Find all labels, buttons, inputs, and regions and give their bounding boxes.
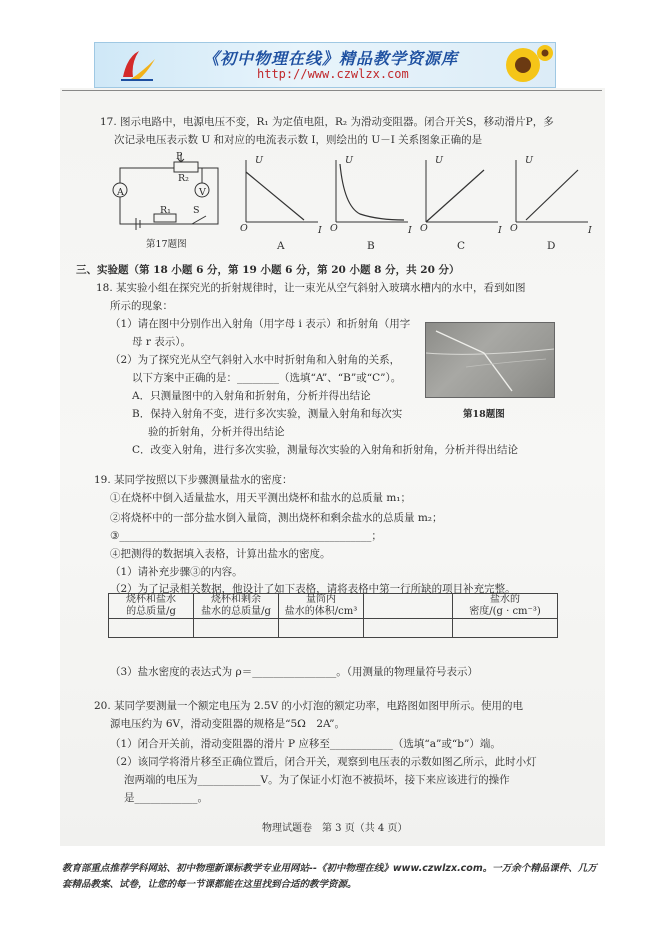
q19-part1: （1）请补充步骤③的内容。	[110, 566, 243, 578]
table-cell[interactable]	[364, 619, 453, 638]
q19-part3: （3）盐水密度的表达式为 ρ＝________________。（用测量的物理量符号表示）	[110, 666, 478, 678]
header-text: 烧杯和剩余	[211, 594, 261, 605]
table-cell[interactable]	[194, 619, 279, 638]
graph-a	[240, 156, 320, 226]
q20-part2b: 泡两端的电压为____________V。为了保证小灯泡不被损坏，接下来应该进行的操作	[124, 774, 510, 786]
footer-note: 教育部重点推荐学科网站、初中物理新课标教学专业用网站--《初中物理在线》www.czwlzx.com。一万余个精品课件、几万套精品教案、试卷，让您的每一节课都能在这里找到合适的教学资源。	[62, 863, 597, 890]
table-header-blank-cell[interactable]	[364, 594, 453, 619]
graph-c	[420, 156, 500, 226]
label-switch: S	[193, 205, 200, 216]
label-r2: R₂	[178, 173, 189, 184]
q18-part1a: （1）请在图中分别作出入射角（用字母 i 表示）和折射角（用字	[110, 318, 411, 330]
graph-d-axis-i: I	[588, 225, 592, 236]
q20-part2c: 是____________。	[124, 792, 208, 804]
q18-option-b2: 验的折射角，分析并得出结论	[148, 426, 285, 438]
graph-b-axis-i: I	[408, 225, 412, 236]
table-cell[interactable]	[453, 619, 558, 638]
label-ammeter: A	[117, 187, 124, 198]
q20-line2: 源电压约为 6V，滑动变阻器的规格是“5Ω 2A”。	[110, 718, 345, 730]
header-text: 盐水的	[490, 594, 520, 605]
graph-b	[330, 156, 410, 226]
q19-data-table	[108, 593, 558, 638]
header-text: 烧杯和盐水	[126, 594, 176, 605]
option-a-label: A	[277, 240, 285, 252]
graph-c-origin: O	[420, 223, 428, 234]
graph-b-origin: O	[330, 223, 338, 234]
q18-option-b1: B．保持入射角不变，进行多次实验，测量入射角和每次实	[132, 408, 403, 420]
q18-part1b: 母 r 表示）。	[132, 336, 191, 348]
graph-b-axis-u: U	[345, 155, 354, 166]
graph-d-axis-u: U	[525, 155, 534, 166]
header-text: 量筒内	[306, 594, 336, 605]
q19-line1: 19. 某同学按照以下步骤测量盐水的密度：	[94, 474, 293, 486]
banner-url[interactable]: http://www.czwlzx.com	[257, 67, 409, 81]
q18-fig-caption: 第18题图	[463, 409, 505, 420]
q18-part2a: （2）为了探究光从空气斜射入水中时折射角和入射角的关系，	[110, 354, 401, 366]
graph-c-axis-i: I	[498, 225, 502, 236]
table-header-cell	[194, 594, 279, 619]
label-p: P	[176, 151, 183, 162]
section-3-header: 三、实验题（第 18 小题 6 分，第 19 小题 6 分，第 20 小题 8 分，共 20 分）	[76, 264, 460, 276]
graph-c-axis-u: U	[435, 155, 444, 166]
option-c-label: C	[457, 240, 466, 252]
light-beam-icon	[426, 323, 554, 397]
header-banner	[94, 42, 556, 88]
q18-line2: 所示的现象：	[110, 300, 173, 312]
q18-option-c: C．改变入射角，进行多次实验，测量每次实验的入射角和折射角，分析并得出结论	[132, 444, 519, 456]
sunflower-icon	[483, 43, 553, 87]
q19-step1: ①在烧杯中倒入适量盐水，用天平测出烧杯和盐水的总质量 m₁；	[110, 492, 412, 504]
q19-step2: ②将烧杯中的一部分盐水倒入量筒，测出烧杯和剩余盐水的总质量 m₂；	[110, 512, 443, 524]
table-header-row	[109, 594, 558, 619]
banner-title: 《初中物理在线》精品教学资源库	[203, 49, 459, 68]
q17-circuit-diagram	[106, 150, 236, 230]
graph-a-axis-i: I	[318, 225, 322, 236]
table-cell[interactable]	[109, 619, 194, 638]
q19-step4: ④把测得的数据填入表格，计算出盐水的密度。	[110, 548, 331, 560]
q18-refraction-photo	[425, 322, 555, 398]
table-header-cell	[453, 594, 558, 619]
table-header-cell	[109, 594, 194, 619]
header-text: 盐水的体积/cm³	[284, 606, 358, 617]
header-text: 盐水的总质量/g	[201, 606, 271, 617]
q19-step3: ③________________________________________________；	[110, 530, 382, 542]
logo-icon	[117, 47, 157, 83]
table-cell[interactable]	[279, 619, 364, 638]
q20-line1: 20. 某同学要测量一个额定电压为 2.5V 的小灯泡的额定功率，电路图如图甲所示。使用的电	[94, 700, 523, 712]
q17-line2: 次记录电压表示数 U 和对应的电流表示数 I，则绘出的 U－I 关系图象正确的是	[114, 134, 483, 146]
divider	[62, 90, 602, 91]
q20-part2a: （2）该同学将滑片移至正确位置后，闭合开关，观察到电压表的示数如图乙所示，此时小灯	[110, 756, 537, 768]
table-header-cell	[279, 594, 364, 619]
q20-part1: （1）闭合开关前，滑动变阻器的滑片 P 应移至____________（选填“a”或“b”）端。	[110, 738, 501, 750]
q17-circuit-caption: 第17题图	[146, 239, 187, 250]
option-d-label: D	[547, 240, 556, 252]
header-text: 密度/(g · cm⁻³)	[469, 606, 541, 617]
q18-option-a: A．只测量图中的入射角和折射角，分析并得出结论	[132, 390, 371, 402]
q17-line1: 17. 图示电路中，电源电压不变，R₁ 为定值电阻，R₂ 为滑动变阻器。闭合开关S，移动滑片P，多	[100, 116, 554, 128]
graph-d	[510, 156, 590, 226]
q18-part2b: 以下方案中正确的是：________（选填“A”、“B”或“C”）。	[132, 372, 402, 384]
page-footer: 物理试题卷 第 3 页（共 4 页）	[262, 823, 408, 834]
label-voltmeter: V	[199, 187, 206, 198]
q19-part2: （2）为了记录相关数据，他设计了如下表格，请将表格中第一行所缺的项目补充完整。	[110, 583, 516, 595]
q18-line1: 18. 某实验小组在探究光的折射规律时，让一束光从空气斜射入玻璃水槽内的水中，看到如图	[96, 282, 526, 294]
graph-d-origin: O	[510, 223, 518, 234]
header-text: 的总质量/g	[126, 606, 176, 617]
option-b-label: B	[367, 240, 375, 252]
graph-a-axis-u: U	[255, 155, 264, 166]
label-r1: R₁	[160, 205, 171, 216]
table-row	[109, 619, 558, 638]
graph-a-origin: O	[240, 223, 248, 234]
